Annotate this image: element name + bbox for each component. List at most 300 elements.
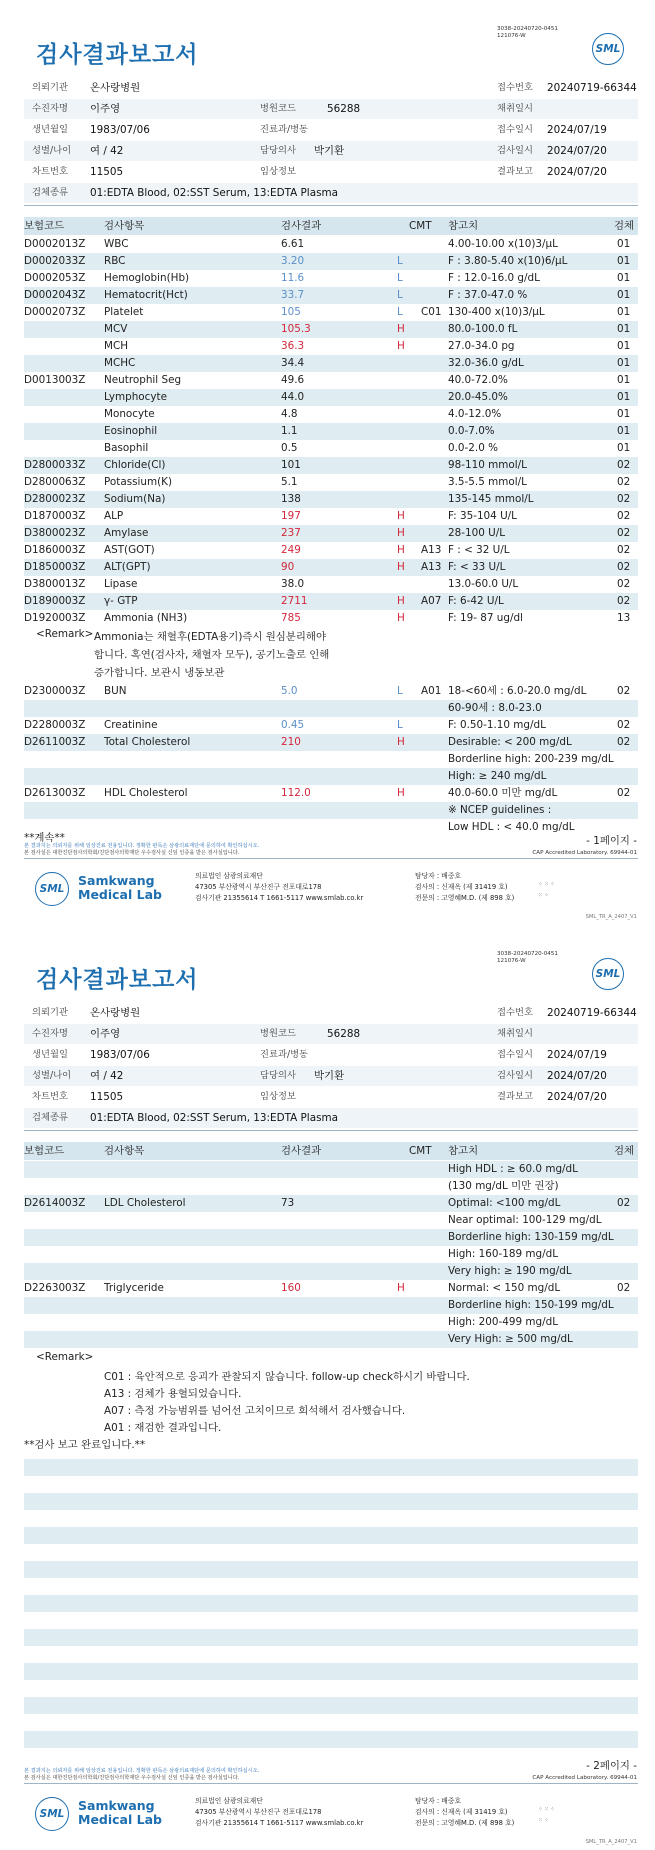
- info-row: [24, 1108, 638, 1128]
- table-row: [24, 508, 638, 525]
- test-name: HDL Cholesterol: [104, 787, 188, 799]
- institution-value: 온사랑병원: [90, 82, 141, 94]
- table-row: [24, 474, 638, 491]
- specimen-code: 13: [617, 612, 631, 624]
- result-flag: H: [397, 736, 405, 748]
- reference-range: 3.5-5.5 mmol/L: [448, 476, 527, 488]
- specimen-code: 01: [617, 323, 631, 335]
- received-value: 2024/07/19: [547, 1049, 607, 1061]
- info-row: [24, 78, 638, 98]
- test-result: 33.7: [281, 289, 305, 301]
- report-page-2: [0, 925, 655, 1850]
- org-name: 의료법인 삼광의료재단: [195, 872, 263, 880]
- test-name: LDL Cholesterol: [104, 1197, 186, 1209]
- reference-range: F : 37.0-47.0 %: [448, 289, 528, 301]
- hospital-code-label: 병원코드: [260, 1028, 296, 1039]
- table-row: [24, 593, 638, 610]
- result-flag: L: [397, 306, 403, 318]
- result-flag: H: [397, 340, 405, 352]
- result-flag: H: [397, 595, 405, 607]
- test-name: WBC: [104, 238, 129, 250]
- empty-row: [24, 1459, 638, 1476]
- test-result: 210: [281, 736, 301, 748]
- clinical-label: 임상정보: [260, 1091, 296, 1102]
- table-row: [24, 1331, 638, 1348]
- test-code: D2613003Z: [24, 787, 86, 799]
- supervisor: 탐당자 : 배중호: [415, 1797, 462, 1805]
- collect-date-label: 채취일시: [497, 1028, 533, 1039]
- table-row: [24, 751, 638, 768]
- test-code: D1890003Z: [24, 595, 86, 607]
- specimen-value: 01:EDTA Blood, 02:SST Serum, 13:EDTA Plasma: [90, 1112, 338, 1124]
- empty-row: [24, 1493, 638, 1510]
- table-row: [24, 321, 638, 338]
- reference-range: High HDL : ≥ 60.0 mg/dL: [448, 1163, 578, 1175]
- test-name: Hematocrit(Hct): [104, 289, 188, 301]
- address: 47305 부산광역시 부산진구 전포대로178: [195, 1808, 322, 1816]
- specimen-code: 01: [617, 391, 631, 403]
- table-row: [24, 1297, 638, 1314]
- result-flag: H: [397, 510, 405, 522]
- test-name: Lymphocyte: [104, 391, 167, 403]
- col-name: 검사항목: [104, 1145, 145, 1157]
- result-flag: H: [397, 612, 405, 624]
- specimen-code: 01: [617, 442, 631, 454]
- table-row: [24, 559, 638, 576]
- divider: [24, 1783, 638, 1784]
- specimen-code: 02: [617, 1197, 631, 1209]
- divider: [24, 858, 638, 859]
- test-result: 73: [281, 1197, 295, 1209]
- test-result: 249: [281, 544, 301, 556]
- comment-code: A07: [421, 595, 442, 607]
- table-row: [24, 457, 638, 474]
- dob-value: 1983/07/06: [90, 124, 150, 136]
- result-flag: L: [397, 255, 403, 267]
- receipt-no-label: 접수번호: [497, 82, 533, 93]
- reference-range: F : 12.0-16.0 g/dL: [448, 272, 540, 284]
- test-code: D2611003Z: [24, 736, 86, 748]
- table-row: [24, 355, 638, 372]
- reference-range: 18-<60세 : 6.0-20.0 mg/dL: [448, 685, 587, 697]
- specimen-code: 02: [617, 736, 631, 748]
- info-row: [24, 1066, 638, 1086]
- col-spec: 검체: [614, 1145, 635, 1157]
- empty-row: [24, 1697, 638, 1714]
- doctor-value: 박기환: [314, 145, 345, 157]
- table-row: [24, 802, 638, 819]
- table-row: [24, 491, 638, 508]
- test-result: 105.3: [281, 323, 311, 335]
- specimen-label: 검체종류: [32, 187, 68, 198]
- specimen-code: 02: [617, 561, 631, 573]
- empty-row: [24, 1629, 638, 1646]
- page-number: - 2페이지 -: [586, 1760, 637, 1772]
- col-result: 검사결과: [281, 1145, 322, 1157]
- info-row: [24, 141, 638, 161]
- clinical-label: 임상정보: [260, 166, 296, 177]
- collect-date-label: 채취일시: [497, 103, 533, 114]
- test-result: 38.0: [281, 578, 305, 590]
- sex-age-label: 성별/나이: [32, 145, 72, 156]
- reference-range: 4.00-10.00 x(10)3/μL: [448, 238, 558, 250]
- specimen-code: 01: [617, 289, 631, 301]
- reference-range: 80.0-100.0 fL: [448, 323, 518, 335]
- tested-value: 2024/07/20: [547, 1070, 607, 1082]
- phone: 검사기관 21355614 T 1661-5117 www.smlab.co.kr: [195, 894, 364, 902]
- specimen-code: 02: [617, 578, 631, 590]
- test-result: 237: [281, 527, 301, 539]
- specimen-code: 02: [617, 493, 631, 505]
- result-flag: L: [397, 289, 403, 301]
- dob-label: 생년월일: [32, 124, 68, 135]
- col-code: 보험코드: [24, 220, 65, 232]
- hospital-code-label: 병원코드: [260, 103, 296, 114]
- signer: 검사의 : 신재옥 (제 31419 호): [415, 1808, 508, 1816]
- test-name: Sodium(Na): [104, 493, 166, 505]
- test-code: D0002013Z: [24, 238, 86, 250]
- reference-range: Borderline high: 150-199 mg/dL: [448, 1299, 614, 1311]
- test-code: D2263003Z: [24, 1282, 86, 1294]
- test-code: D2280003Z: [24, 719, 86, 731]
- empty-row: [24, 1731, 638, 1748]
- info-row: [24, 1045, 638, 1065]
- test-code: D0002053Z: [24, 272, 86, 284]
- reference-range: High: 160-189 mg/dL: [448, 1248, 559, 1260]
- test-code: D2800033Z: [24, 459, 86, 471]
- reference-range: F: 6-42 U/L: [448, 595, 504, 607]
- test-name: Platelet: [104, 306, 144, 318]
- specimen-value: 01:EDTA Blood, 02:SST Serum, 13:EDTA Plasma: [90, 187, 338, 199]
- chart-value: 11505: [90, 166, 124, 178]
- table-row: [24, 683, 638, 700]
- remark-c01: C01 : 육안적으로 응괴가 관찰되지 않습니다. follow-up check하시기 바랍니다.: [104, 1371, 470, 1383]
- test-result: 2711: [281, 595, 308, 607]
- test-result: 5.1: [281, 476, 298, 488]
- name-label: 수진자명: [32, 1028, 68, 1039]
- test-result: 90: [281, 561, 295, 573]
- test-code: D2800023Z: [24, 493, 86, 505]
- table-row: [24, 576, 638, 593]
- dept-label: 진료과/병동: [260, 124, 309, 135]
- reference-range: 40.0-72.0%: [448, 374, 508, 386]
- reported-value: 2024/07/20: [547, 166, 607, 178]
- table-row: [24, 423, 638, 440]
- test-name: Eosinophil: [104, 425, 158, 437]
- cap-accreditation: CAP Accredited Laboratory. 69944-01: [532, 850, 637, 856]
- sex-age-label: 성별/나이: [32, 1070, 72, 1081]
- reference-range: 4.0-12.0%: [448, 408, 502, 420]
- table-row: [24, 819, 638, 836]
- reference-range: Very High: ≥ 500 mg/dL: [448, 1333, 573, 1345]
- remark-a01: A01 : 재검한 결과입니다.: [104, 1422, 222, 1434]
- divider: [24, 1130, 638, 1131]
- reference-range: 60-90세 : 8.0-23.0: [448, 702, 542, 714]
- chart-label: 차트번호: [32, 1091, 68, 1102]
- test-name: MCV: [104, 323, 128, 335]
- doctor-label: 담당의사: [260, 1070, 296, 1081]
- col-ref: 참고치: [448, 1145, 479, 1157]
- test-name: MCH: [104, 340, 129, 352]
- col-cmt: CMT: [409, 220, 432, 232]
- signature-icon: ⁘⁙⁘: [538, 1806, 557, 1813]
- tested-label: 검사일시: [497, 145, 533, 156]
- col-cmt: CMT: [409, 1145, 432, 1157]
- test-name: Lipase: [104, 578, 138, 590]
- table-row: [24, 1178, 638, 1195]
- test-name: BUN: [104, 685, 127, 697]
- test-code: D0002033Z: [24, 255, 86, 267]
- test-result: 49.6: [281, 374, 305, 386]
- specimen-code: 01: [617, 238, 631, 250]
- receipt-no-label: 접수번호: [497, 1007, 533, 1018]
- brand-line: Medical Lab: [78, 1812, 162, 1827]
- test-name: Triglyceride: [104, 1282, 164, 1294]
- info-row: [24, 1024, 638, 1044]
- test-code: D1870003Z: [24, 510, 86, 522]
- tested-value: 2024/07/20: [547, 145, 607, 157]
- test-name: ALP: [104, 510, 124, 522]
- comment-code: A01: [421, 685, 442, 697]
- empty-row: [24, 1595, 638, 1612]
- reference-range: F: 0.50-1.10 mg/dL: [448, 719, 546, 731]
- test-name: Hemoglobin(Hb): [104, 272, 190, 284]
- reference-range: 0.0-7.0%: [448, 425, 495, 437]
- reported-label: 결과보고: [497, 166, 533, 177]
- reference-range: High: 200-499 mg/dL: [448, 1316, 559, 1328]
- sml-logo-icon: SML: [35, 1797, 69, 1831]
- test-result: 160: [281, 1282, 301, 1294]
- test-result: 6.61: [281, 238, 305, 250]
- test-name: γ- GTP: [104, 595, 138, 607]
- document-id: [497, 951, 558, 965]
- dob-value: 1983/07/06: [90, 1049, 150, 1061]
- name-value: 이주영: [90, 103, 121, 115]
- doc-id-line: 121076-W: [497, 33, 526, 39]
- test-name: Ammonia (NH3): [104, 612, 188, 624]
- reference-range: (130 mg/dL 미만 권장): [448, 1180, 559, 1192]
- dept-label: 진료과/병동: [260, 1049, 309, 1060]
- test-name: MCHC: [104, 357, 136, 369]
- table-row: [24, 406, 638, 423]
- supervisor: 탐당자 : 배중호: [415, 872, 462, 880]
- info-row: [24, 162, 638, 182]
- received-label: 접수일시: [497, 1049, 533, 1060]
- reference-range: Borderline high: 130-159 mg/dL: [448, 1231, 614, 1243]
- specimen-code: 02: [617, 510, 631, 522]
- specimen-code: 02: [617, 595, 631, 607]
- reference-range: F: 19- 87 ug/dl: [448, 612, 523, 624]
- brand-name: [78, 1799, 162, 1827]
- signature-icon: ⁘⁙⁘: [538, 881, 557, 888]
- table-row: [24, 1280, 638, 1297]
- footer-note: 본 결과지는 의뢰자를 위해 임상진료 전용입니다. 정확한 판독은 삼광의료재단에 문의하여 확인하십시오.: [24, 1768, 260, 1774]
- comment-code: A13: [421, 561, 442, 573]
- table-row: [24, 270, 638, 287]
- test-name: Potassium(K): [104, 476, 173, 488]
- test-name: Neutrophil Seg: [104, 374, 182, 386]
- table-row: [24, 1195, 638, 1212]
- reference-range: Low HDL : < 40.0 mg/dL: [448, 821, 575, 833]
- signer: 검사의 : 신재옥 (제 31419 호): [415, 883, 508, 891]
- table-row: [24, 236, 638, 253]
- report-complete: **검사 보고 완료입니다.**: [24, 1439, 146, 1451]
- test-name: Monocyte: [104, 408, 155, 420]
- test-result: 0.5: [281, 442, 298, 454]
- received-value: 2024/07/19: [547, 124, 607, 136]
- test-name: Amylase: [104, 527, 149, 539]
- specimen-code: 02: [617, 685, 631, 697]
- specimen-code: 01: [617, 340, 631, 352]
- test-code: D1920003Z: [24, 612, 86, 624]
- table-row: [24, 717, 638, 734]
- chart-value: 11505: [90, 1091, 124, 1103]
- footer-signatures: [415, 1796, 514, 1829]
- signature-icon: ⁙⁘: [538, 1817, 551, 1824]
- test-code: D0002043Z: [24, 289, 86, 301]
- specimen-code: 02: [617, 527, 631, 539]
- sml-logo-icon: SML: [592, 33, 624, 65]
- table-row: [24, 389, 638, 406]
- page-number: - 1페이지 -: [586, 835, 637, 847]
- reference-range: 13.0-60.0 U/L: [448, 578, 519, 590]
- doc-id-line: 121076-W: [497, 958, 526, 964]
- brand-line: Samkwang: [78, 1798, 155, 1813]
- continued-text: **계속**: [24, 832, 65, 844]
- receipt-no-value: 20240719-66344: [547, 1007, 637, 1019]
- table-row: [24, 304, 638, 321]
- test-result: 36.3: [281, 340, 305, 352]
- test-result: 138: [281, 493, 301, 505]
- remark-a07: A07 : 측정 가능범위를 넘어선 고치이므로 희석해서 검사했습니다.: [104, 1405, 406, 1417]
- table-row: [24, 610, 638, 627]
- footer-note: 본 검사실은 대한진단검사의학회/진단검사의학재단 우수검사실 신임 인증을 받은 검사실입니다.: [24, 1775, 240, 1781]
- reference-range: 40.0-60.0 미만 mg/dL: [448, 787, 558, 799]
- info-row: [24, 99, 638, 119]
- report-title: 검사결과보고서: [36, 967, 199, 993]
- test-code: D3800013Z: [24, 578, 86, 590]
- col-spec: 검체: [614, 220, 635, 232]
- info-row: [24, 120, 638, 140]
- reference-range: 28-100 U/L: [448, 527, 506, 539]
- specimen-code: 02: [617, 719, 631, 731]
- reference-range: Desirable: < 200 mg/dL: [448, 736, 572, 748]
- test-result: 44.0: [281, 391, 305, 403]
- table-row: [24, 253, 638, 270]
- reported-value: 2024/07/20: [547, 1091, 607, 1103]
- reference-range: 27.0-34.0 pg: [448, 340, 515, 352]
- result-flag: L: [397, 719, 403, 731]
- table-row: [24, 1263, 638, 1280]
- specimen-code: 01: [617, 255, 631, 267]
- sml-logo-icon: SML: [35, 872, 69, 906]
- test-code: D1850003Z: [24, 561, 86, 573]
- info-row: [24, 1087, 638, 1107]
- test-result: 112.0: [281, 787, 311, 799]
- remark-line: Ammonia는 채혈후(EDTA용기)즉시 원심분리해야: [94, 631, 326, 643]
- reference-range: 135-145 mmol/L: [448, 493, 534, 505]
- reference-range: Near optimal: 100-129 mg/dL: [448, 1214, 602, 1226]
- test-result: 11.6: [281, 272, 305, 284]
- specimen-code: 01: [617, 357, 631, 369]
- sex-age-value: 여 / 42: [90, 145, 124, 157]
- result-flag: H: [397, 561, 405, 573]
- test-result: 34.4: [281, 357, 305, 369]
- test-name: Chloride(Cl): [104, 459, 166, 471]
- remark-line: 증가합니다. 보관시 냉동보관: [94, 667, 225, 679]
- result-flag: H: [397, 787, 405, 799]
- result-flag: H: [397, 527, 405, 539]
- table-row: [24, 1229, 638, 1246]
- table-row: [24, 542, 638, 559]
- name-value: 이주영: [90, 1028, 121, 1040]
- col-name: 검사항목: [104, 220, 145, 232]
- test-result: 0.45: [281, 719, 305, 731]
- reference-range: Optimal: <100 mg/dL: [448, 1197, 561, 1209]
- address: 47305 부산광역시 부산진구 전포대로178: [195, 883, 322, 891]
- test-result: 785: [281, 612, 301, 624]
- table-row: [24, 440, 638, 457]
- reported-label: 결과보고: [497, 1091, 533, 1102]
- table-row: [24, 1314, 638, 1331]
- table-row: [24, 287, 638, 304]
- specimen-code: 01: [617, 408, 631, 420]
- reference-range: ※ NCEP guidelines :: [448, 804, 552, 816]
- doc-id-line: 3038-20240720-0451: [497, 26, 558, 32]
- divider: [24, 205, 638, 206]
- signer: 전문의 : 고영혜M.D. (제 898 호): [415, 1819, 515, 1827]
- test-code: D0002073Z: [24, 306, 86, 318]
- result-flag: L: [397, 272, 403, 284]
- reference-range: Normal: < 150 mg/dL: [448, 1282, 561, 1294]
- table-row: [24, 1212, 638, 1229]
- sex-age-value: 여 / 42: [90, 1070, 124, 1082]
- remark-label: <Remark>: [36, 628, 94, 640]
- specimen-code: 01: [617, 306, 631, 318]
- phone: 검사기관 21355614 T 1661-5117 www.smlab.co.kr: [195, 1819, 364, 1827]
- test-result: 4.8: [281, 408, 298, 420]
- report-title: 검사결과보고서: [36, 42, 199, 68]
- chart-label: 차트번호: [32, 166, 68, 177]
- result-flag: H: [397, 323, 405, 335]
- test-name: Basophil: [104, 442, 149, 454]
- remark-label: <Remark>: [36, 1351, 94, 1363]
- signer: 전문의 : 고영혜M.D. (제 898 호): [415, 894, 515, 902]
- brand-name: [78, 874, 162, 902]
- tested-label: 검사일시: [497, 1070, 533, 1081]
- sml-logo-icon: SML: [592, 958, 624, 990]
- table-row: [24, 1161, 638, 1178]
- col-code: 보험코드: [24, 1145, 65, 1157]
- table-row: [24, 338, 638, 355]
- specimen-code: 02: [617, 544, 631, 556]
- signature-icon: ⁙⁘: [538, 892, 551, 899]
- institution-value: 온사랑병원: [90, 1007, 141, 1019]
- col-ref: 참고치: [448, 220, 479, 232]
- comment-code: C01: [421, 306, 442, 318]
- dob-label: 생년월일: [32, 1049, 68, 1060]
- specimen-code: 01: [617, 272, 631, 284]
- col-result: 검사결과: [281, 220, 322, 232]
- footer-address: [195, 1796, 363, 1829]
- reference-range: F: < 33 U/L: [448, 561, 506, 573]
- reference-range: 20.0-45.0%: [448, 391, 508, 403]
- empty-row: [24, 1561, 638, 1578]
- footer-note: 본 결과지는 의뢰자를 위해 임상진료 전용입니다. 정확한 판독은 삼광의료재단에 문의하여 확인하십시오.: [24, 843, 260, 849]
- footer-signatures: [415, 871, 514, 904]
- reference-range: F : 3.80-5.40 x(10)6/μL: [448, 255, 568, 267]
- receipt-no-value: 20240719-66344: [547, 82, 637, 94]
